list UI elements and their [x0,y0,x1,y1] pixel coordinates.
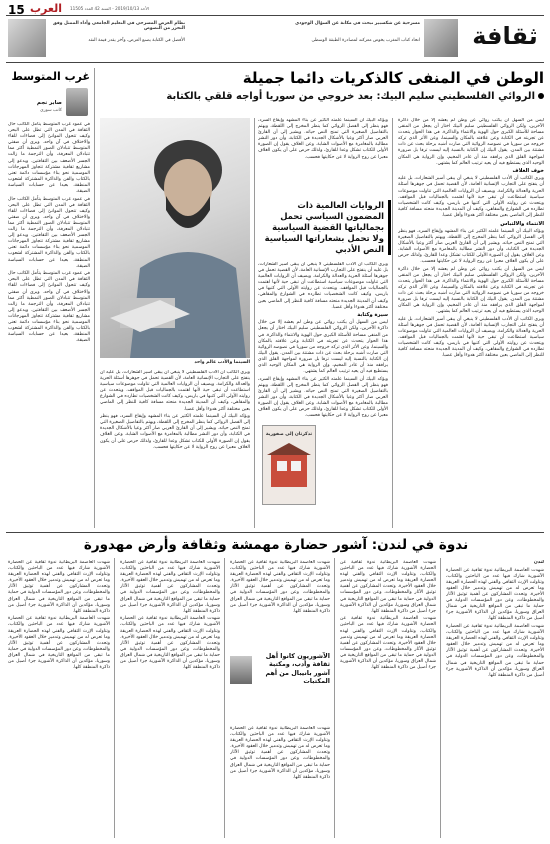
bottom-col-divider-4 [440,558,441,838]
book-cover-illustration [263,443,315,493]
bottom-article-rule [6,532,544,533]
bottom-col-5-p2: شهدت العاصمة البريطانية ندوة ثقافية عن الحضارة الآشورية شارك فيها عدد من الباحثين والكتاب، وتناولت الإرث الثقافي والفني لهذه الحضارة العريقة وما تعرض له من تهميش وتدمير خلال العقود الأخيرة. وتحدث المشاركون عن أهمية توثيق الآثار والمخطوطات، وعن دور المؤسسات الدولية في حماية ما تبقى من المواقع التاريخية في شمال العراق وسوريا، مؤكدين أن الذاكرة الآشورية جزء أصيل من ذاكرة المنطقة كلها. [8,616,110,671]
left-column-p1: في عمود غرب المتوسط يتأمل الكاتب حال الثقافة في المدن التي تطل على البحر، وكيف تتحول الموانئ إلى فضاءات للقاء والاختلاف في آن واحد. ويرى أن ضفتي المتوسط تتبادلان الصور النمطية أكثر مما تتبادلان المعرفة، وأن الترجمة ما زالت الجسر الأضعف بين الثقافتين. ويدعو إلى مشاريع ثقافية مشتركة تتجاوز المهرجانات الموسمية نحو بناء مؤسسات دائمة تعنى بالكتاب والفن والذاكرة المشتركة لشعوب المنطقة، بعيدا عن حسابات السياسة الضيقة. [8,122,90,195]
main-headline: الوطن في المنفى كالذكريات دائما جميلة [242,69,544,87]
main-col-middle-p3: ويؤكد البيك أن السينما علمته الكثير عن بناء المشهد وإيقاع السرد، فهو ينظر إلى الفصل الروائي كما ينظر المخرج إلى اللقطة، ويهتم بالتفاصيل الصغيرة التي تمنح النص حياته. ويشير إلى أن القارئ العربي صار أكثر وعيا بالأشكال الجديدة في الكتابة، وأن دور النشر مطالبة بالمغامرة مع الأصوات الشابة. وعن الغلاف يقول إن الصورة الأولى للكتاب تشكل وعدا للقارئ، ولذلك حرص على أن يكون الغلاف معبرا عن روح الرواية لا عن حكايتها فحسب. [258,376,388,419]
bottom-col-1-p1: شهدت العاصمة البريطانية ندوة ثقافية عن الحضارة الآشورية شارك فيها عدد من الباحثين والكتاب، وتناولت الإرث الثقافي والفني لهذه الحضارة العريقة وما تعرض له من تهميش وتدمير خلال العقود الأخيرة. وتحدث المشاركون عن أهمية توثيق الآثار والمخطوطات، وعن دور المؤسسات الدولية في حماية ما تبقى من المواقع التاريخية في شمال العراق وسوريا، مؤكدين أن الذاكرة الآشورية جزء أصيل من ذاكرة المنطقة كلها. [446,567,544,622]
issue-line: الأحد 2019/10/13 - السنة 42 العدد 11505 [70,6,149,11]
main-col-under-photo-p1: ويرى الكاتب أن الأدب الفلسطيني لا ينبغي أن يبقى أسير الشعارات، بل عليه أن ينفتح على التجارب الإنسانية العامة، لأن القضية تحمل في جوهرها أسئلة الحرية والعدالة والكرامة. ويضيف أن الروايات العالمية التي تناولت موضوعات سياسية استطاعت أن تبقى حية لأنها اهتمت بالجماليات قبل المواقف. ويتحدث عن روايته الأولى التي كتبها في باريس، وكيف كانت الشخصيات تطارده في الشوارع والمقاهي، وكيف أن المدينة الجديدة منحته مسافة كافية للنظر إلى الماضي بعين مختلفة أكثر هدوءا وأقل غضبا. [100,370,250,412]
column-author-avatar [66,88,88,116]
main-subheading-3: سيرة وكتابة [357,312,388,319]
bottom-col-1-byline [446,560,544,566]
main-col-right-p2: ويرى الكاتب أن الأدب الفلسطيني لا ينبغي أن يبقى أسير الشعارات، بل عليه أن ينفتح على التجارب الإنسانية العامة، لأن القضية تحمل في جوهرها أسئلة الحرية والعدالة والكرامة. ويضيف أن الروايات العالمية التي تناولت موضوعات سياسية استطاعت أن تبقى حية لأنها اهتمت بالجماليات قبل المواقف. ويتحدث عن روايته الأولى التي كتبها في باريس، وكيف كانت الشخصيات تطارده في الشوارع والمقاهي، وكيف أن المدينة الجديدة منحته مسافة كافية للنظر إلى الماضي بعين مختلفة أكثر هدوءا وأقل غضبا. [398,176,544,218]
teaser-right-text[interactable]: مسرحية عن شكسبير تبحث في مكانة عن السؤال الوجودي [295,21,420,26]
bottom-pull-quote-photo [230,656,252,684]
main-col-middle-p2: ليس من السهل أن يكتب روائي عن وطن لم يعشه إلا من خلال ذاكرة الآخرين، ولكن الروائي الفلسطيني سليم البيك اختار أن يجعل من المنفى مساحة للأسئلة الكبرى حول الهوية والانتماء والذاكرة. في هذا الحوار يتحدث عن تجربته في الكتابة وعن علاقته بالمكان والسينما، وعن الأثر الذي تركه خروجه من سوريا في نصوصه الروائية التي صارت أشبه برحلة بحث عن ذات مشتتة بين المدن. يقول البيك إن الكتابة بالنسبة إليه ليست ترفا بل ضرورة لمواجهة القلق الذي يرافقه منذ أن غادر المخيم، وإن الرواية هي المكان الوحيد الذي يستطيع فيه أن يعيد ترتيب العالم كما يشتهي. [258,320,388,375]
main-subheadline [100,91,544,102]
main-col-right-p3: ويؤكد البيك أن السينما علمته الكثير عن بناء المشهد وإيقاع السرد، فهو ينظر إلى الفصل الروائي كما ينظر المخرج إلى اللقطة، ويهتم بالتفاصيل الصغيرة التي تمنح النص حياته. ويشير إلى أن القارئ العربي صار أكثر وعيا بالأشكال الجديدة في الكتابة، وأن دور النشر مطالبة بالمغامرة مع الأصوات الشابة. وعن الغلاف يقول إن الصورة الأولى للكتاب تشكل وعدا للقارئ، ولذلك حرص على أن يكون الغلاف معبرا عن روح الرواية لا عن حكايتها فحسب. [398,228,544,265]
left-column-p2: في عمود غرب المتوسط يتأمل الكاتب حال الثقافة في المدن التي تطل على البحر، وكيف تتحول الموانئ إلى فضاءات للقاء والاختلاف في آن واحد. ويرى أن ضفتي المتوسط تتبادلان الصور النمطية أكثر مما تتبادلان المعرفة، وأن الترجمة ما زالت الجسر الأضعف بين الثقافتين. ويدعو إلى مشاريع ثقافية مشتركة تتجاوز المهرجانات الموسمية نحو بناء مؤسسات دائمة تعنى بالكتاب والفن والذاكرة المشتركة لشعوب المنطقة، بعيدا عن حسابات السياسة الضيقة. [8,196,90,269]
page-number: 15 [8,3,25,17]
teaser-right-text-2[interactable]: اتحاد كتاب المغرب يخوض معركته لمصادرة الطبقة الوسطى [311,38,420,43]
main-col-right [398,118,544,526]
bullet-icon [538,93,544,99]
column-divider [94,68,95,528]
main-col-divider-1 [254,118,255,528]
main-col-right-p4: ليس من السهل أن يكتب روائي عن وطن لم يعشه إلا من خلال ذاكرة الآخرين، ولكن الروائي الفلسطيني سليم البيك اختار أن يجعل من المنفى مساحة للأسئلة الكبرى حول الهوية والانتماء والذاكرة. في هذا الحوار يتحدث عن تجربته في الكتابة وعن علاقته بالمكان والسينما، وعن الأثر الذي تركه خروجه من سوريا في نصوصه الروائية التي صارت أشبه برحلة بحث عن ذات مشتتة بين المدن. يقول البيك إن الكتابة بالنسبة إليه ليست ترفا بل ضرورة لمواجهة القلق الذي يرافقه منذ أن غادر المخيم، وإن الرواية هي المكان الوحيد الذي يستطيع فيه أن يعيد ترتيب العالم كما يشتهي. [398,266,544,315]
teaser-left-text-2[interactable]: الأفضل في الكتابة يصنع العرض، وآخر يقدر قيمة النقد [88,38,185,43]
left-column-p3: في عمود غرب المتوسط يتأمل الكاتب حال الثقافة في المدن التي تطل على البحر، وكيف تتحول الموانئ إلى فضاءات للقاء والاختلاف في آن واحد. ويرى أن ضفتي المتوسط تتبادلان الصور النمطية أكثر مما تتبادلان المعرفة، وأن الترجمة ما زالت الجسر الأضعف بين الثقافتين. ويدعو إلى مشاريع ثقافية مشتركة تتجاوز المهرجانات الموسمية نحو بناء مؤسسات دائمة تعنى بالكتاب والفن والذاكرة المشتركة لشعوب المنطقة، بعيدا عن حسابات السياسة الضيقة. [8,271,90,344]
main-photo [100,118,250,358]
bottom-col-2 [340,560,436,838]
header-rule [6,15,544,16]
bottom-col-3-p1: شهدت العاصمة البريطانية ندوة ثقافية عن الحضارة الآشورية شارك فيها عدد من الباحثين والكتاب، وتناولت الإرث الثقافي والفني لهذه الحضارة العريقة وما تعرض له من تهميش وتدمير خلال العقود الأخيرة. وتحدث المشاركون عن أهمية توثيق الآثار والمخطوطات، وعن دور المؤسسات الدولية في حماية ما تبقى من المواقع التاريخية في شمال العراق وسوريا، مؤكدين أن الذاكرة الآشورية جزء أصيل من ذاكرة المنطقة كلها. [230,726,330,780]
bottom-byline: لندن [533,560,544,565]
main-col-right-p1: ليس من السهل أن يكتب روائي عن وطن لم يعشه إلا من خلال ذاكرة الآخرين، ولكن الروائي الفلسطيني سليم البيك اختار أن يجعل من المنفى مساحة للأسئلة الكبرى حول الهوية والانتماء والذاكرة. في هذا الحوار يتحدث عن تجربته في الكتابة وعن علاقته بالمكان والسينما، وعن الأثر الذي تركه خروجه من سوريا في نصوصه الروائية التي صارت أشبه برحلة بحث عن ذات مشتتة بين المدن. يقول البيك إن الكتابة بالنسبة إليه ليست ترفا بل ضرورة لمواجهة القلق الذي يرافقه منذ أن غادر المخيم، وإن الرواية هي المكان الوحيد الذي يستطيع فيه أن يعيد ترتيب العالم كما يشتهي. [398,118,544,166]
main-col-under-photo [100,370,250,526]
photo-caption: السينما والأدب عالم واحد [194,360,250,365]
header-rule-2 [6,62,544,63]
bottom-col-2-p2: شهدت العاصمة البريطانية ندوة ثقافية عن الحضارة الآشورية شارك فيها عدد من الباحثين والكتاب، وتناولت الإرث الثقافي والفني لهذه الحضارة العريقة وما تعرض له من تهميش وتدمير خلال العقود الأخيرة. وتحدث المشاركون عن أهمية توثيق الآثار والمخطوطات، وعن دور المؤسسات الدولية في حماية ما تبقى من المواقع التاريخية في شمال العراق وسوريا، مؤكدين أن الذاكرة الآشورية جزء أصيل من ذاكرة المنطقة كلها. [340,616,436,671]
column-author-name: صابر نجم [36,100,62,106]
bottom-col-divider-3 [334,558,335,838]
bottom-pull-quote-box [230,652,330,722]
bottom-col-divider-1 [114,558,115,838]
bottom-col-2-p1: شهدت العاصمة البريطانية ندوة ثقافية عن الحضارة الآشورية شارك فيها عدد من الباحثين والكتاب، وتناولت الإرث الثقافي والفني لهذه الحضارة العريقة وما تعرض له من تهميش وتدمير خلال العقود الأخيرة. وتحدث المشاركون عن أهمية توثيق الآثار والمخطوطات، وعن دور المؤسسات الدولية في حماية ما تبقى من المواقع التاريخية في شمال العراق وسوريا، مؤكدين أن الذاكرة الآشورية جزء أصيل من ذاكرة المنطقة كلها. [340,560,436,614]
bottom-col-1 [446,560,544,838]
column-author-role: كاتب سوري [40,108,62,113]
bottom-col-3-top [230,560,330,648]
main-subheading-1: خوف الغلاف [512,168,544,175]
main-pull-quote-text: الروايات العالمية ذات المضمون السياسي تحمل بجمالياتها القضية السياسية ولا تحمل بشعاراتها السياسية النص الأدبي [264,200,384,254]
column-title: غرب المتوسط [11,70,90,83]
main-col-middle-top-p1: ويؤكد البيك أن السينما علمته الكثير عن بناء المشهد وإيقاع السرد، فهو ينظر إلى الفصل الروائي كما ينظر المخرج إلى اللقطة، ويهتم بالتفاصيل الصغيرة التي تمنح النص حياته. ويشير إلى أن القارئ العربي صار أكثر وعيا بالأشكال الجديدة في الكتابة، وأن دور النشر مطالبة بالمغامرة مع الأصوات الشابة. وعن الغلاف يقول إن الصورة الأولى للكتاب تشكل وعدا للقارئ، ولذلك حرص على أن يكون الغلاف معبرا عن روح الرواية لا عن حكايتها فحسب. [258,118,388,160]
bottom-headline: ندوة في لندن: آشور حضارة مهمشة وثقافة وأرض مهدورة [83,537,469,553]
left-column-body [8,122,90,526]
masthead-logo: العرب [30,2,63,15]
book-cover [262,425,316,505]
main-col-under-photo-p2: ويؤكد البيك أن السينما علمته الكثير عن بناء المشهد وإيقاع السرد، فهو ينظر إلى الفصل الروائي كما ينظر المخرج إلى اللقطة، ويهتم بالتفاصيل الصغيرة التي تمنح النص حياته. ويشير إلى أن القارئ العربي صار أكثر وعيا بالأشكال الجديدة في الكتابة، وأن دور النشر مطالبة بالمغامرة مع الأصوات الشابة. وعن الغلاف يقول إن الصورة الأولى للكتاب تشكل وعدا للقارئ، ولذلك حرص على أن يكون الغلاف معبرا عن روح الرواية لا عن حكايتها فحسب. [100,414,250,450]
bottom-col-3 [230,726,330,838]
main-col-middle-top [258,118,388,198]
teaser-right-photo [424,19,458,57]
teaser-left-photo [8,19,46,57]
main-col-divider-2 [392,118,393,528]
portrait-illustration [100,118,250,358]
main-col-middle-p1: ويرى الكاتب أن الأدب الفلسطيني لا ينبغي أن يبقى أسير الشعارات، بل عليه أن ينفتح على التجارب الإنسانية العامة، لأن القضية تحمل في جوهرها أسئلة الحرية والعدالة والكرامة. ويضيف أن الروايات العالمية التي تناولت موضوعات سياسية استطاعت أن تبقى حية لأنها اهتمت بالجماليات قبل المواقف. ويتحدث عن روايته الأولى التي كتبها في باريس، وكيف كانت الشخصيات تطارده في الشوارع والمقاهي، وكيف أن المدينة الجديدة منحته مسافة كافية للنظر إلى الماضي بعين مختلفة أكثر هدوءا وأقل غضبا. [258,262,388,310]
bottom-col-4-p2: شهدت العاصمة البريطانية ندوة ثقافية عن الحضارة الآشورية شارك فيها عدد من الباحثين والكتاب، وتناولت الإرث الثقافي والفني لهذه الحضارة العريقة وما تعرض له من تهميش وتدمير خلال العقود الأخيرة. وتحدث المشاركون عن أهمية توثيق الآثار والمخطوطات، وعن دور المؤسسات الدولية في حماية ما تبقى من المواقع التاريخية في شمال العراق وسوريا، مؤكدين أن الذاكرة الآشورية جزء أصيل من ذاكرة المنطقة كلها. [120,616,220,671]
main-col-right-p5: ويرى الكاتب أن الأدب الفلسطيني لا ينبغي أن يبقى أسير الشعارات، بل عليه أن ينفتح على التجارب الإنسانية العامة، لأن القضية تحمل في جوهرها أسئلة الحرية والعدالة والكرامة. ويضيف أن الروايات العالمية التي تناولت موضوعات سياسية استطاعت أن تبقى حية لأنها اهتمت بالجماليات قبل المواقف. ويتحدث عن روايته الأولى التي كتبها في باريس، وكيف كانت الشخصيات تطارده في الشوارع والمقاهي، وكيف أن المدينة الجديدة منحته مسافة كافية للنظر إلى الماضي بعين مختلفة أكثر هدوءا وأقل غضبا. [398,316,544,359]
main-subheadline-text: الروائي الفلسطيني سليم البيك: بعد خروجي من سوريا أواجه قلقي بالكتابة [166,91,535,102]
bottom-pull-quote-text: الآشوريون كانوا أهل ثقافة وأدب، ومكتبة آشور بانيبال من أهم المكتبات [265,652,330,686]
bottom-col-3-top-p1: شهدت العاصمة البريطانية ندوة ثقافية عن الحضارة الآشورية شارك فيها عدد من الباحثين والكتاب، وتناولت الإرث الثقافي والفني لهذه الحضارة العريقة وما تعرض له من تهميش وتدمير خلال العقود الأخيرة. وتحدث المشاركون عن أهمية توثيق الآثار والمخطوطات، وعن دور المؤسسات الدولية في حماية ما تبقى من المواقع التاريخية في شمال العراق وسوريا، مؤكدين أن الذاكرة الآشورية جزء أصيل من ذاكرة المنطقة كلها. [230,560,330,614]
bottom-col-4 [120,560,220,838]
main-pull-quote [258,200,391,255]
bottom-col-5 [8,560,110,838]
main-subheading-2: الانتماء والالتباس [500,220,544,227]
bottom-col-divider-2 [224,558,225,838]
section-title: ثقافة [472,22,538,50]
teaser-left-text[interactable]: نظام العرض المسرحي في التعليم الجامعي وأداء الممثل وفق التحرر من النصوص [52,21,185,32]
bottom-col-1-p2: شهدت العاصمة البريطانية ندوة ثقافية عن الحضارة الآشورية شارك فيها عدد من الباحثين والكتاب، وتناولت الإرث الثقافي والفني لهذه الحضارة العريقة وما تعرض له من تهميش وتدمير خلال العقود الأخيرة. وتحدث المشاركون عن أهمية توثيق الآثار والمخطوطات، وعن دور المؤسسات الدولية في حماية ما تبقى من المواقع التاريخية في شمال العراق وسوريا، مؤكدين أن الذاكرة الآشورية جزء أصيل من ذاكرة المنطقة كلها. [446,623,544,678]
bottom-col-5-p1: شهدت العاصمة البريطانية ندوة ثقافية عن الحضارة الآشورية شارك فيها عدد من الباحثين والكتاب، وتناولت الإرث الثقافي والفني لهذه الحضارة العريقة وما تعرض له من تهميش وتدمير خلال العقود الأخيرة. وتحدث المشاركون عن أهمية توثيق الآثار والمخطوطات، وعن دور المؤسسات الدولية في حماية ما تبقى من المواقع التاريخية في شمال العراق وسوريا، مؤكدين أن الذاكرة الآشورية جزء أصيل من ذاكرة المنطقة كلها. [8,560,110,614]
bottom-col-4-p1: شهدت العاصمة البريطانية ندوة ثقافية عن الحضارة الآشورية شارك فيها عدد من الباحثين والكتاب، وتناولت الإرث الثقافي والفني لهذه الحضارة العريقة وما تعرض له من تهميش وتدمير خلال العقود الأخيرة. وتحدث المشاركون عن أهمية توثيق الآثار والمخطوطات، وعن دور المؤسسات الدولية في حماية ما تبقى من المواقع التاريخية في شمال العراق وسوريا، مؤكدين أن الذاكرة الآشورية جزء أصيل من ذاكرة المنطقة كلها. [120,560,220,614]
book-cover-title: تذكرتان إلى صفورية [265,432,313,437]
